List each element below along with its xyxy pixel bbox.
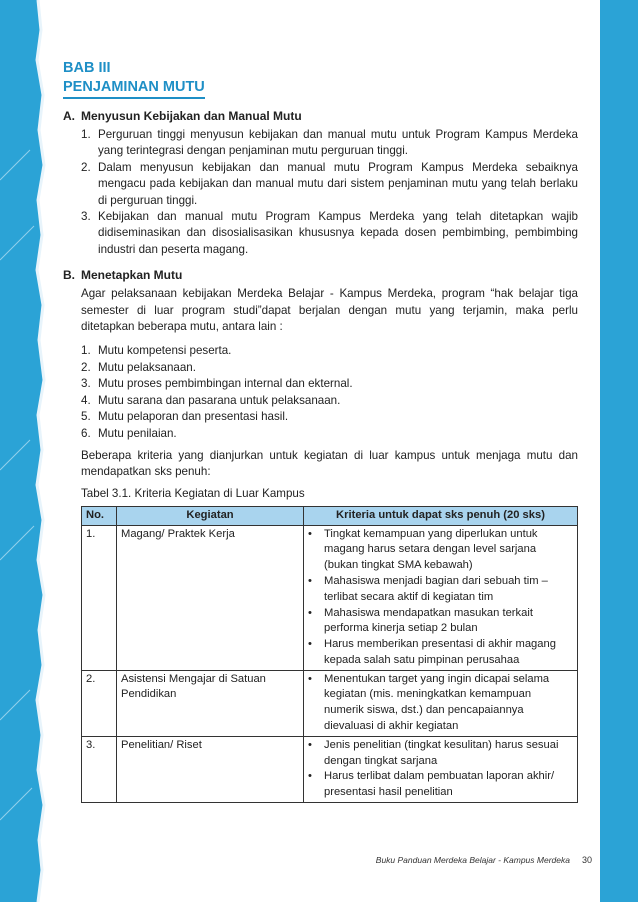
list-item: 3. Mutu proses pembimbingan internal dan ekternal.	[81, 377, 353, 391]
criteria-table	[81, 506, 578, 803]
section-a-title: Menyusun Kebijakan dan Manual Mutu	[81, 109, 302, 123]
footer-title: Buku Panduan Merdeka Belajar - Kampus Merdeka	[375, 855, 570, 865]
list-item: 4. Mutu sarana dan pasarana untuk pelaksanaan.	[81, 393, 341, 407]
list-item: 1. Perguruan tinggi menyusun kebijakan dan manual mutu untuk Program Kampus Merdeka yang terintegrasi dengan penjaminan mutu perguruan tinggi.	[81, 128, 578, 158]
section-b-heading	[63, 268, 578, 282]
page-footer	[376, 855, 592, 865]
criteria-cell: • Tingkat kemampuan yang diperlukan untuk magang harus setara dengan level sarjana (bukan tingkat SMA kebawah) • Mahasiswa menjadi bagian dari sebuah tim – terlibat secara aktif di kegiatan tim • Mahasiswa mendapatkan masukan terkait performa kinerja setiap 2 bulan • Harus memberikan presentasi di akhir magang kepada salah satu pimpinan perusahaa	[304, 525, 578, 670]
page-number: 30	[581, 855, 592, 865]
table-row: 3. Penelitian/ Riset • Jenis penelitian (tingkat kesulitan) harus sesuai dengan tingkat sarjana • Harus terlibat dalam pembuatan laporan akhir/ presentasi hasil penelitian	[82, 736, 578, 802]
table-caption: Tabel 3.1. Kriteria Kegiatan di Luar Kampus	[81, 486, 305, 500]
chapter-number: BAB III	[63, 60, 111, 76]
criteria-cell: • Jenis penelitian (tingkat kesulitan) harus sesuai dengan tingkat sarjana • Harus terlibat dalam pembuatan laporan akhir/ presentasi hasil penelitian	[304, 736, 578, 802]
table-row: 1. Magang/ Praktek Kerja • Tingkat kemampuan yang diperlukan untuk magang harus setara dengan level sarjana (bukan tingkat SMA kebawah) • Mahasiswa menjadi bagian dari sebuah tim – terlibat secara aktif di kegiatan tim • Mahasiswa mendapatkan masukan terkait performa kinerja setiap 2 bulan • Harus memberikan presentasi di akhir magang kepada salah satu pimpinan perusahaa	[82, 525, 578, 670]
table-row: 2. Asistensi Mengajar di Satuan Pendidikan • Menentukan target yang ingin dicapai selama kegiatan (mis. meningkatkan kemampuan numerik siswa, dst.) dan pencapaiannya dievaluasi di akhir kegiatan	[82, 670, 578, 736]
section-a-letter: A.	[63, 109, 75, 123]
list-item: 2. Dalam menyusun kebijakan dan manual mutu Program Kampus Merdeka sebaiknya mengacu pada kebijakan dan manual mutu dari sistem penjaminan mutu yang telah berlaku di perguruan tinggi.	[81, 160, 578, 207]
table-header-row	[82, 506, 578, 525]
list-item: 3. Kebijakan dan manual mutu Program Kampus Merdeka yang telah ditetapkan wajib didiseminasikan dan disosialisasikan khususnya kepada dosen pembimbing, pembimbing industri dan peserta magang.	[81, 210, 578, 256]
chapter-title: PENJAMINAN MUTU	[63, 78, 205, 99]
header-no: No.	[82, 506, 117, 525]
section-b-letter: B.	[63, 268, 75, 283]
section-b-list	[81, 343, 578, 441]
section-b-intro: Agar pelaksanaan kebijakan Merdeka Belajar - Kampus Merdeka, program “hak belajar tiga semester di luar program studi”dapat berjalan dengan mutu yang terjamin, maka perlu ditetapkan beberapa mutu, antara lain :	[81, 287, 578, 334]
section-a-heading	[63, 109, 578, 123]
section-a-list	[81, 127, 578, 258]
list-item: 6. Mutu penilaian.	[81, 426, 177, 440]
section-b-title: Menetapkan Mutu	[81, 268, 183, 283]
torn-edge-decoration	[0, 0, 50, 902]
header-kegiatan: Kegiatan	[117, 506, 304, 525]
page-content	[63, 58, 578, 803]
header-kriteria: Kriteria untuk dapat sks penuh (20 sks)	[304, 506, 578, 525]
right-accent-bar	[600, 0, 638, 902]
list-item: 2. Mutu pelaksanaan.	[81, 360, 196, 374]
list-item: 5. Mutu pelaporan dan presentasi hasil.	[81, 410, 289, 424]
criteria-cell: • Menentukan target yang ingin dicapai selama kegiatan (mis. meningkatkan kemampuan numerik siswa, dst.) dan pencapaiannya dievaluasi di akhir kegiatan	[304, 670, 578, 736]
section-b-outro: Beberapa kriteria yang dianjurkan untuk kegiatan di luar kampus untuk menjaga mutu dan mendapatkan sks penuh:	[81, 448, 578, 479]
list-item: 1. Mutu kompetensi peserta.	[81, 344, 232, 358]
